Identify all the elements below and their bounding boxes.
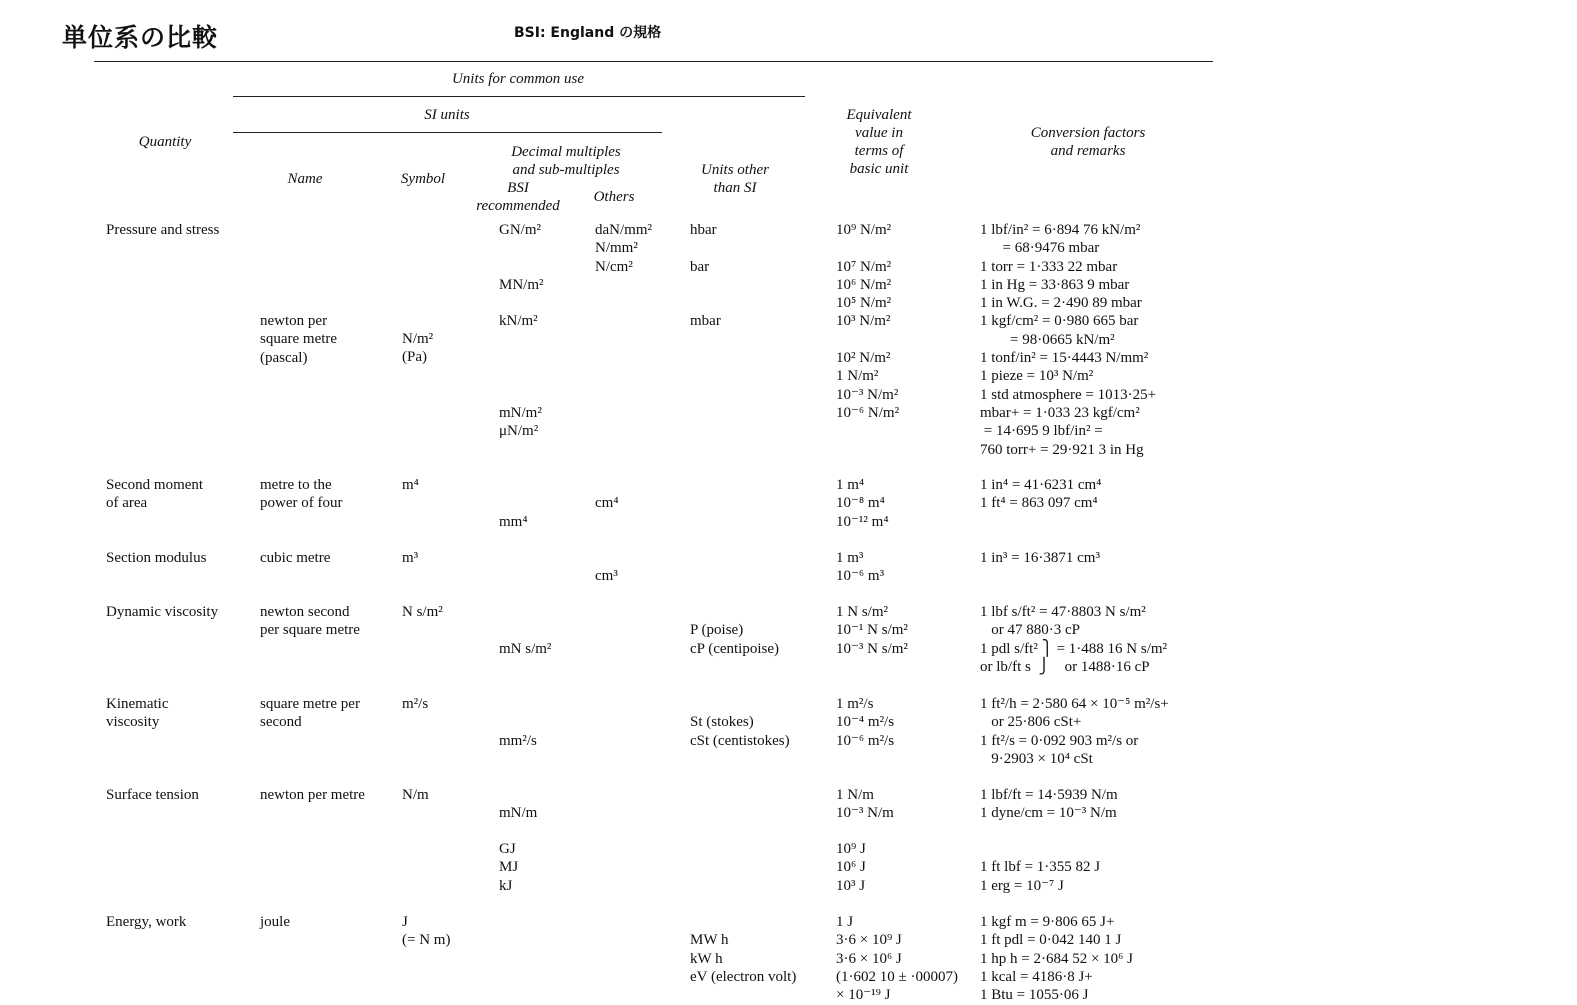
cell-line: 1 m⁴ — [836, 477, 865, 493]
cell-line: St (stokes) — [690, 714, 754, 731]
cell-line: 10⁷ N/m² — [836, 258, 892, 275]
header-si-units: SI units — [424, 107, 470, 123]
bsi-cell — [499, 221, 544, 441]
cell-line: 1 N s/m² — [836, 604, 889, 620]
equivalent-cell — [836, 786, 894, 823]
cell-line: GJ — [499, 841, 516, 857]
cell-line: m⁴ — [402, 477, 419, 493]
cell-line: 1 J — [836, 914, 854, 930]
cell-line: 10⁻⁴ m²/s — [836, 714, 895, 731]
cell-line: 1 ft pdl = 0·042 140 1 J — [980, 932, 1122, 949]
cell-line: J — [402, 914, 408, 930]
cell-line: mbar — [690, 313, 721, 330]
cell-line: P (poise) — [690, 622, 744, 639]
cell-line: kJ — [499, 877, 513, 894]
symbol-cell — [402, 549, 418, 567]
equivalent-cell — [836, 603, 908, 658]
cell-line — [690, 913, 796, 931]
quantity-cell — [106, 913, 186, 931]
header-bsi-recommended: BSI recommended — [476, 180, 560, 214]
name-cell — [260, 603, 360, 640]
cell-line: 3·6 × 10⁹ J — [836, 932, 902, 949]
cell-line: 10⁻⁶ N/m² — [836, 404, 900, 421]
cell-line — [499, 695, 537, 713]
cell-line: 10² N/m² — [836, 350, 891, 367]
cell-line: second — [260, 714, 302, 731]
cell-line: N/m² — [402, 331, 434, 347]
cell-line — [690, 239, 721, 257]
cell-line: Surface tension — [106, 787, 199, 803]
bsi-cell — [499, 695, 537, 750]
cell-line: Section modulus — [106, 550, 207, 566]
cell-line: mm⁴ — [499, 513, 528, 530]
cell-line — [499, 258, 544, 276]
bsi-cell — [499, 476, 528, 531]
header-units-other: Units other than SI — [701, 162, 769, 196]
cell-line: mN/m² — [499, 404, 542, 421]
cell-line: 1 kgf/cm² = 0·980 665 bar — [980, 313, 1139, 330]
cell-line — [499, 786, 537, 804]
cell-line: cm⁴ — [595, 495, 619, 512]
cell-line: Dynamic viscosity — [106, 604, 219, 620]
header-conversion-factors: Conversion factors and remarks — [1030, 125, 1146, 159]
cell-line — [690, 276, 721, 294]
name-cell — [260, 549, 330, 567]
cell-line — [836, 331, 899, 349]
si-units-rule — [233, 132, 662, 133]
conversion-cell — [980, 913, 1133, 1004]
cell-line: 1 Btu = 1055·06 J — [980, 987, 1089, 1004]
cell-line: GN/m² — [499, 222, 541, 238]
name-cell — [260, 476, 342, 513]
cell-line: joule — [260, 914, 290, 930]
cell-line: newton second — [260, 604, 350, 620]
cell-line: 1 lbf/ft = 14·5939 N/m — [980, 787, 1118, 803]
cell-line: 10⁻¹² m⁴ — [836, 513, 889, 530]
cell-line: 10³ N/m² — [836, 313, 891, 330]
cell-line: cubic metre — [260, 550, 331, 566]
cell-line: 10⁻⁶ m²/s — [836, 732, 895, 749]
cell-line: bar — [690, 258, 710, 275]
cell-line: 9·2903 × 10⁴ cSt — [980, 750, 1093, 767]
cell-line: 10⁹ N/m² — [836, 222, 892, 238]
symbol-cell — [402, 476, 419, 494]
cell-line: newton per metre — [260, 787, 365, 803]
conversion-cell — [980, 603, 1167, 676]
cell-line: eV (electron volt) — [690, 968, 797, 985]
cell-line: 1 erg = 10⁻⁷ J — [980, 877, 1064, 894]
cell-line: mN/m — [499, 805, 538, 822]
quantity-cell — [106, 549, 206, 567]
cell-line: 1 tonf/in² = 15·4443 N/mm² — [980, 350, 1149, 367]
cell-line — [595, 476, 619, 494]
cell-line — [499, 621, 551, 639]
cell-line: 10⁻¹ N s/m² — [836, 622, 908, 639]
cell-line: or 25·806 cSt+ — [980, 714, 1082, 731]
cell-line — [499, 494, 528, 512]
equivalent-cell — [836, 695, 894, 750]
cell-line: 1 kgf m = 9·806 65 J+ — [980, 914, 1115, 930]
equivalent-cell — [836, 221, 899, 422]
cell-line: 1 pdl s/ft² ⎫ = 1·488 16 N s/m² — [980, 640, 1168, 657]
equivalent-cell — [836, 840, 866, 895]
top-rule — [94, 61, 1213, 62]
cell-line: or 47 880·3 cP — [980, 622, 1080, 639]
quantity-cell — [106, 786, 199, 804]
cell-line: of area — [106, 495, 148, 512]
page-title: 単位系の比較 — [62, 23, 219, 52]
cell-line: N/cm² — [595, 258, 633, 275]
cell-line: m³ — [402, 550, 419, 566]
cell-line: (1·602 10 ± ·00007) — [836, 968, 958, 985]
header-name: Name — [287, 171, 323, 187]
cell-line: 1 in⁴ = 41·6231 cm⁴ — [980, 477, 1102, 493]
name-cell — [260, 695, 360, 732]
cell-line: or lb/ft s ⎭ or 1488·16 cP — [980, 658, 1150, 675]
cell-line: m²/s — [402, 696, 429, 712]
equivalent-cell — [836, 476, 889, 531]
cell-line: = 68·9476 mbar — [980, 240, 1100, 257]
quantity-cell — [106, 476, 203, 513]
symbol-cell — [402, 695, 428, 713]
cell-line: 10⁹ J — [836, 841, 866, 857]
cell-line: 1 ft²/s = 0·092 903 m²/s or — [980, 732, 1139, 749]
name-cell — [260, 786, 365, 804]
cell-line — [499, 386, 544, 404]
cell-line — [499, 331, 544, 349]
cell-line: = 14·695 9 lbf/in² = — [980, 423, 1103, 440]
cell-line: 1 lbf/in² = 6·894 76 kN/m² — [980, 222, 1141, 238]
cell-line: Kinematic — [106, 696, 169, 712]
cell-line: 1 kcal = 4186·8 J+ — [980, 968, 1093, 985]
cell-line — [499, 367, 544, 385]
cell-line: cm³ — [595, 568, 618, 585]
units-other-cell — [690, 221, 721, 331]
cell-line: (Pa) — [402, 349, 427, 366]
cell-line: 10⁶ J — [836, 859, 866, 876]
cell-line — [499, 476, 528, 494]
cell-line: 1 ft²/h = 2·580 64 × 10⁻⁵ m²/s+ — [980, 696, 1169, 712]
header-others: Others — [593, 189, 635, 205]
units-common-rule — [233, 96, 805, 97]
cell-line: square metre per — [260, 696, 360, 712]
cell-line — [499, 603, 551, 621]
cell-line: 1 N/m — [836, 787, 874, 803]
cell-line: 1 dyne/cm = 10⁻³ N/m — [980, 805, 1117, 822]
cell-line: 760 torr+ = 29·921 3 in Hg — [980, 441, 1144, 458]
cell-line — [499, 239, 544, 257]
cell-line: 1 torr = 1·333 22 mbar — [980, 258, 1118, 275]
units-other-cell — [690, 913, 796, 986]
cell-line: viscosity — [106, 714, 160, 731]
cell-line — [690, 603, 779, 621]
units-other-cell — [690, 603, 779, 658]
conversion-cell — [980, 221, 1156, 459]
cell-line — [499, 349, 544, 367]
cell-line: 1 m²/s — [836, 696, 874, 712]
cell-line: 10⁻³ N/m² — [836, 386, 899, 403]
cell-line: 10⁻⁸ m⁴ — [836, 495, 885, 512]
cell-line: 1 in Hg = 33·863 9 mbar — [980, 276, 1130, 293]
bsi-cell — [499, 840, 518, 895]
header-decimal-multiples: Decimal multiples and sub-multiples — [511, 144, 621, 178]
cell-line: 1 N/m² — [836, 368, 879, 385]
cell-line: MN/m² — [499, 276, 544, 293]
bsi-cell — [499, 786, 537, 823]
quantity-cell — [106, 603, 218, 621]
symbol-cell — [402, 603, 443, 621]
cell-line: 1 in³ = 16·3871 cm³ — [980, 550, 1100, 566]
cell-line: newton per — [260, 313, 328, 329]
cell-line: per square metre — [260, 622, 360, 639]
cell-line: N s/m² — [402, 604, 443, 620]
cell-line: 1 m³ — [836, 550, 864, 566]
cell-line: mbar+ = 1·033 23 kgf/cm² — [980, 404, 1140, 421]
conversion-cell — [980, 786, 1118, 823]
cell-line: hbar — [690, 222, 717, 238]
cell-line — [499, 294, 544, 312]
cell-line: power of four — [260, 495, 343, 512]
cell-line: metre to the — [260, 477, 332, 493]
cell-line: (= N m) — [402, 932, 451, 949]
conversion-cell — [980, 476, 1101, 513]
equivalent-cell — [836, 913, 958, 1004]
cell-line: cP (centipoise) — [690, 640, 779, 657]
cell-line: daN/mm² — [595, 222, 652, 238]
cell-line: = 98·0665 kN/m² — [980, 331, 1115, 348]
cell-line: 1 pieze = 10³ N/m² — [980, 368, 1094, 385]
cell-line: cSt (centistokes) — [690, 732, 790, 749]
others-cell — [595, 549, 618, 586]
header-equivalent-value: Equivalent value in terms of basic unit — [846, 107, 912, 177]
conversion-cell — [980, 695, 1169, 768]
cell-line — [499, 713, 537, 731]
name-cell — [260, 913, 290, 931]
others-cell — [595, 476, 619, 513]
quantity-cell — [106, 695, 168, 732]
symbol-cell — [402, 786, 429, 804]
cell-line: 10³ J — [836, 877, 866, 894]
cell-line: 1 ft⁴ = 863 097 cm⁴ — [980, 495, 1098, 512]
cell-line — [690, 695, 790, 713]
cell-line: 10⁻³ N s/m² — [836, 640, 908, 657]
cell-line: 1 lbf s/ft² = 47·8803 N s/m² — [980, 604, 1146, 620]
cell-line: Second moment — [106, 477, 204, 493]
cell-line: 1 ft lbf = 1·355 82 J — [980, 859, 1101, 876]
equivalent-cell — [836, 549, 884, 586]
symbol-cell — [402, 330, 433, 367]
cell-line: N/m — [402, 787, 429, 803]
quantity-cell — [106, 221, 219, 239]
cell-line — [980, 840, 1100, 858]
cell-line — [595, 549, 618, 567]
cell-line: MJ — [499, 859, 519, 876]
cell-line: 1 std atmosphere = 1013·25+ — [980, 386, 1157, 403]
symbol-cell — [402, 913, 450, 950]
page-subtitle: BSI: England の規格 — [514, 25, 662, 41]
cell-line: square metre — [260, 331, 338, 348]
cell-line: 1 hp h = 2·684 52 × 10⁶ J — [980, 950, 1133, 967]
cell-line: 10⁻³ N/m — [836, 805, 894, 822]
cell-line: μN/m² — [499, 423, 539, 440]
units-other-cell — [690, 695, 790, 750]
bsi-cell — [499, 603, 551, 658]
header-quantity: Quantity — [138, 134, 192, 150]
cell-line: MW h — [690, 932, 729, 949]
conversion-cell — [980, 840, 1100, 895]
cell-line: mN s/m² — [499, 640, 552, 657]
cell-line: kW h — [690, 950, 723, 967]
cell-line: Pressure and stress — [106, 222, 220, 238]
cell-line: 10⁵ N/m² — [836, 295, 892, 312]
cell-line — [690, 294, 721, 312]
others-cell — [595, 221, 652, 276]
cell-line: (pascal) — [260, 349, 308, 366]
cell-line: × 10⁻¹⁹ J — [836, 987, 891, 1004]
header-units-common: Units for common use — [451, 71, 585, 87]
cell-line: N/mm² — [595, 240, 638, 257]
name-cell — [260, 312, 337, 367]
cell-line — [836, 239, 899, 257]
cell-line: 10⁶ N/m² — [836, 276, 892, 293]
cell-line: 1 in W.G. = 2·490 89 mbar — [980, 295, 1142, 312]
conversion-cell — [980, 549, 1100, 567]
cell-line: kN/m² — [499, 313, 538, 330]
cell-line: 10⁻⁶ m³ — [836, 568, 885, 585]
cell-line: mm²/s — [499, 732, 537, 749]
cell-line: Energy, work — [106, 914, 187, 930]
header-symbol: Symbol — [400, 171, 446, 187]
cell-line: 3·6 × 10⁶ J — [836, 950, 902, 967]
